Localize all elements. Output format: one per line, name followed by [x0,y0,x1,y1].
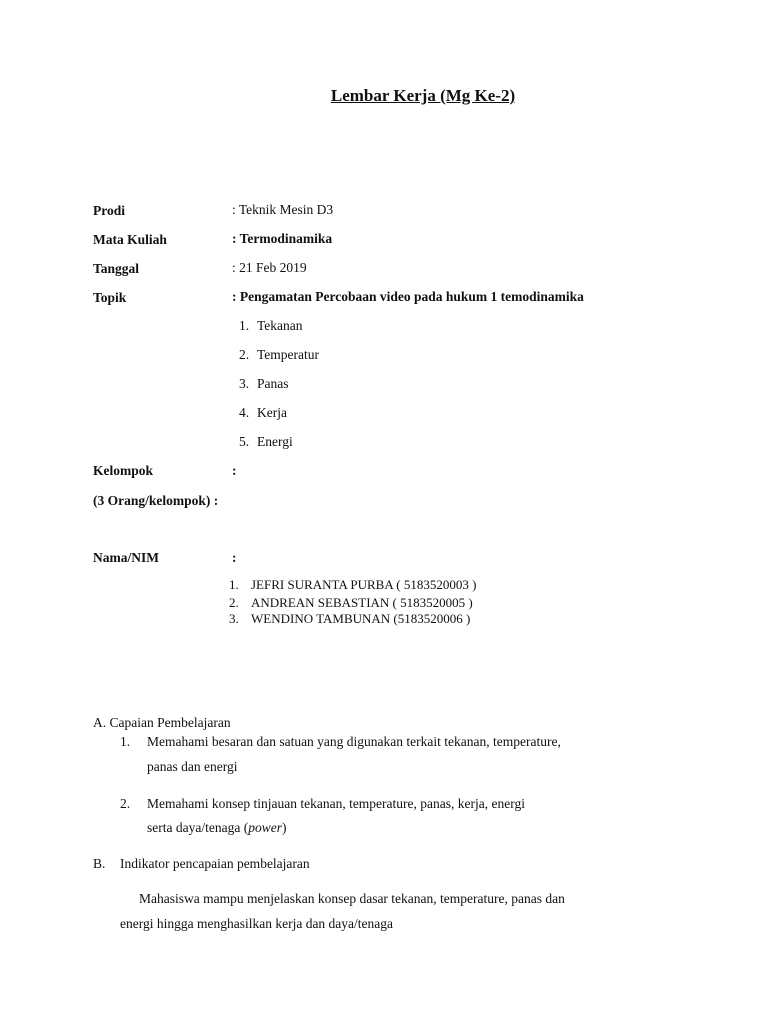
prodi-label: Prodi [93,203,126,218]
member-name: ANDREAN SEBASTIAN ( 5183520005 ) [251,595,473,610]
orang-label: (3 Orang/kelompok) : [93,493,219,508]
prodi-value: : Teknik Mesin D3 [232,202,334,217]
topik-item-num: 1. [239,318,250,333]
section-a-item-text: Memahami konsep tinjauan tekanan, temperature, panas, kerja, energi [147,796,525,811]
section-b-paragraph-line2: energi hingga menghasilkan kerja dan daya/tenaga [120,916,394,931]
kelompok-colon: : [232,463,237,478]
item-text-pre: serta daya/tenaga ( [147,820,249,835]
nama-label: Nama/NIM [93,550,159,565]
section-a-heading: A. Capaian Pembelajaran [93,715,231,730]
document-title: Lembar Kerja (Mg Ke-2) [330,86,516,105]
item-text-emphasis: power [248,820,282,835]
topik-item-num: 4. [239,405,250,420]
member-name: JEFRI SURANTA PURBA ( 5183520003 ) [251,577,477,592]
tanggal-value: : 21 Feb 2019 [232,260,307,275]
topik-item: Panas [257,376,289,391]
member-num: 1. [229,577,239,592]
topik-item-num: 5. [239,434,250,449]
member-num: 2. [229,595,239,610]
topik-item: Energi [257,434,293,449]
section-a-item-text-cont: panas dan energi [147,759,238,774]
topik-item-num: 2. [239,347,250,362]
matkul-value: : Termodinamika [232,231,333,246]
section-a-item-num: 2. [120,796,131,811]
topik-item: Kerja [257,405,287,420]
topik-label: Topik [93,290,127,305]
topik-item-num: 3. [239,376,250,391]
topik-item: Tekanan [257,318,303,333]
matkul-label: Mata Kuliah [93,232,167,247]
section-a-item-text: Memahami besaran dan satuan yang digunakan terkait tekanan, temperature, [147,734,561,749]
member-num: 3. [229,611,239,626]
tanggal-label: Tanggal [93,261,140,276]
section-b-heading: Indikator pencapaian pembelajaran [120,856,310,871]
section-b-num: B. [93,856,106,871]
section-b-paragraph-line1: Mahasiswa mampu menjelaskan konsep dasar tekanan, temperature, panas dan [139,891,565,906]
section-a-item-num: 1. [120,734,131,749]
topik-item: Temperatur [257,347,320,362]
kelompok-label: Kelompok [93,463,154,478]
nama-colon: : [232,550,237,565]
member-name: WENDINO TAMBUNAN (5183520006 ) [251,611,471,626]
topik-value: : Pengamatan Percobaan video pada hukum 1 temodinamika [232,289,584,304]
item-text-post: ) [281,820,287,835]
section-a-item-text-cont [147,820,286,836]
